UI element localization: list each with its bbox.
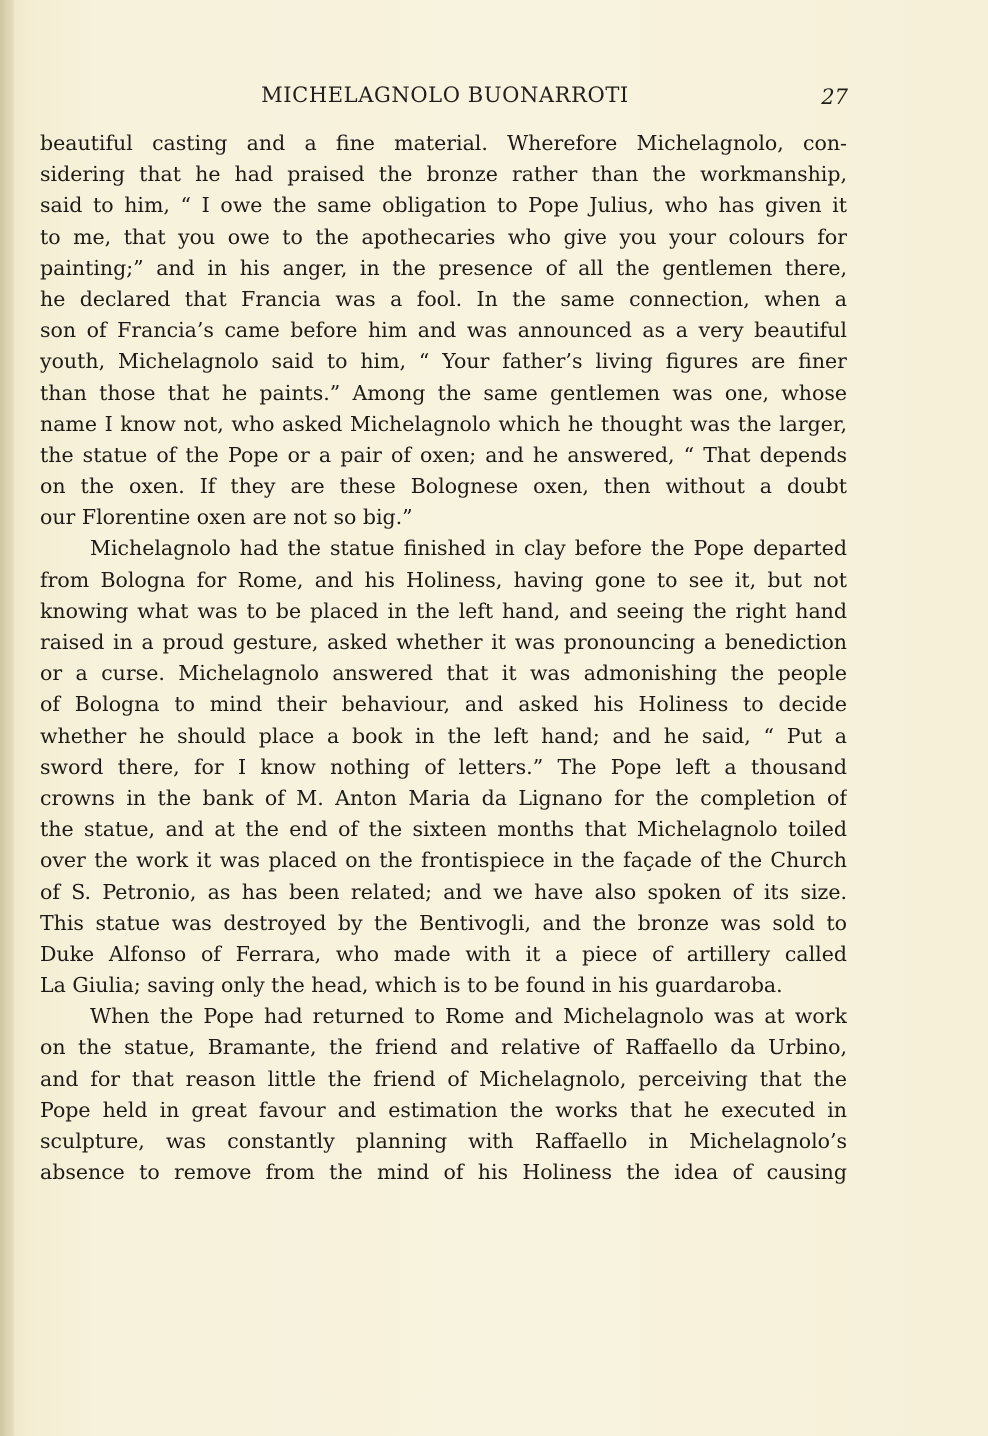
text-line: than those that he paints.” Among the same gentlemen was one, whose [40,380,847,405]
text-line: son of Francia’s came before him and was announced as a very beautiful [40,318,847,343]
body-text [40,128,847,1188]
text-line: crowns in the bank of M. Anton Maria da Lignano for the completion of [40,785,847,810]
text-line: sword there, for I know nothing of letters.” The Pope left a thousand [40,754,847,779]
text-line-paragraph-start: Michelagnolo had the statue finished in clay before the Pope departed [90,536,847,561]
text-line: of Bologna to mind their behaviour, and asked his Holiness to decide [40,692,847,717]
text-line: knowing what was to be placed in the left hand, and seeing the right hand [40,598,847,623]
text-line: over the work it was placed on the frontispiece in the façade of the Church [40,848,847,873]
text-line: name I know not, who asked Michelagnolo which he thought was the larger, [40,411,847,436]
text-line: Pope held in great favour and estimation the works that he executed in [40,1097,847,1122]
running-head: MICHELAGNOLO BUONARROTI [261,83,629,107]
page-gutter-shadow [0,0,14,1436]
text-line: he declared that Francia was a fool. In the same connection, when a [40,286,847,311]
text-line: the statue of the Pope or a pair of oxen; and he answered, “ That depends [40,442,847,467]
text-line: the statue, and at the end of the sixteen months that Michelagnolo toiled [40,817,847,842]
text-line-paragraph-end: La Giulia; saving only the head, which is to be found in his guardaroba. [40,973,783,998]
text-line: and for that reason little the friend of Michelagnolo, perceiving that the [40,1066,847,1091]
text-line: on the oxen. If they are these Bolognese oxen, then without a doubt [40,474,847,499]
text-line: sculpture, was constantly planning with Raffaello in Michelagnolo’s [40,1129,847,1153]
text-line: said to him, “ I owe the same obligation to Pope Julius, who has given it [40,193,847,218]
text-line-paragraph-start: When the Pope had returned to Rome and Michelagnolo was at work [90,1004,847,1029]
text-line: raised in a proud gesture, asked whether it was pronouncing a benediction [40,630,847,654]
text-line: Duke Alfonso of Ferrara, who made with it a piece of artillery called [40,941,847,966]
text-line: painting;” and in his anger, in the presence of all the gentlemen there, [40,255,847,280]
text-line: of S. Petronio, as has been related; and we have also spoken of its size. [40,879,847,904]
text-line: on the statue, Bramante, the friend and relative of Raffaello da Urbino, [40,1035,847,1060]
text-line-paragraph-end: our Florentine oxen are not so big.” [40,505,413,530]
page-header [42,79,848,111]
text-line: sidering that he had praised the bronze rather than the workmanship, [40,162,847,187]
page-number: 27 [821,85,848,109]
text-line: to me, that you owe to the apothecaries who give you your colours for [40,224,847,249]
text-line: from Bologna for Rome, and his Holiness, having gone to see it, but not [40,567,847,592]
text-line: This statue was destroyed by the Bentivogli, and the bronze was sold to [40,910,847,935]
text-line: or a curse. Michelagnolo answered that it was admonishing the people [40,661,847,686]
text-line: beautiful casting and a fine material. Wherefore Michelagnolo, con- [40,131,847,155]
text-line: absence to remove from the mind of his Holiness the idea of causing [40,1160,847,1185]
text-line: youth, Michelagnolo said to him, “ Your father’s living figures are finer [40,349,847,374]
text-line: whether he should place a book in the left hand; and he said, “ Put a [40,723,847,748]
